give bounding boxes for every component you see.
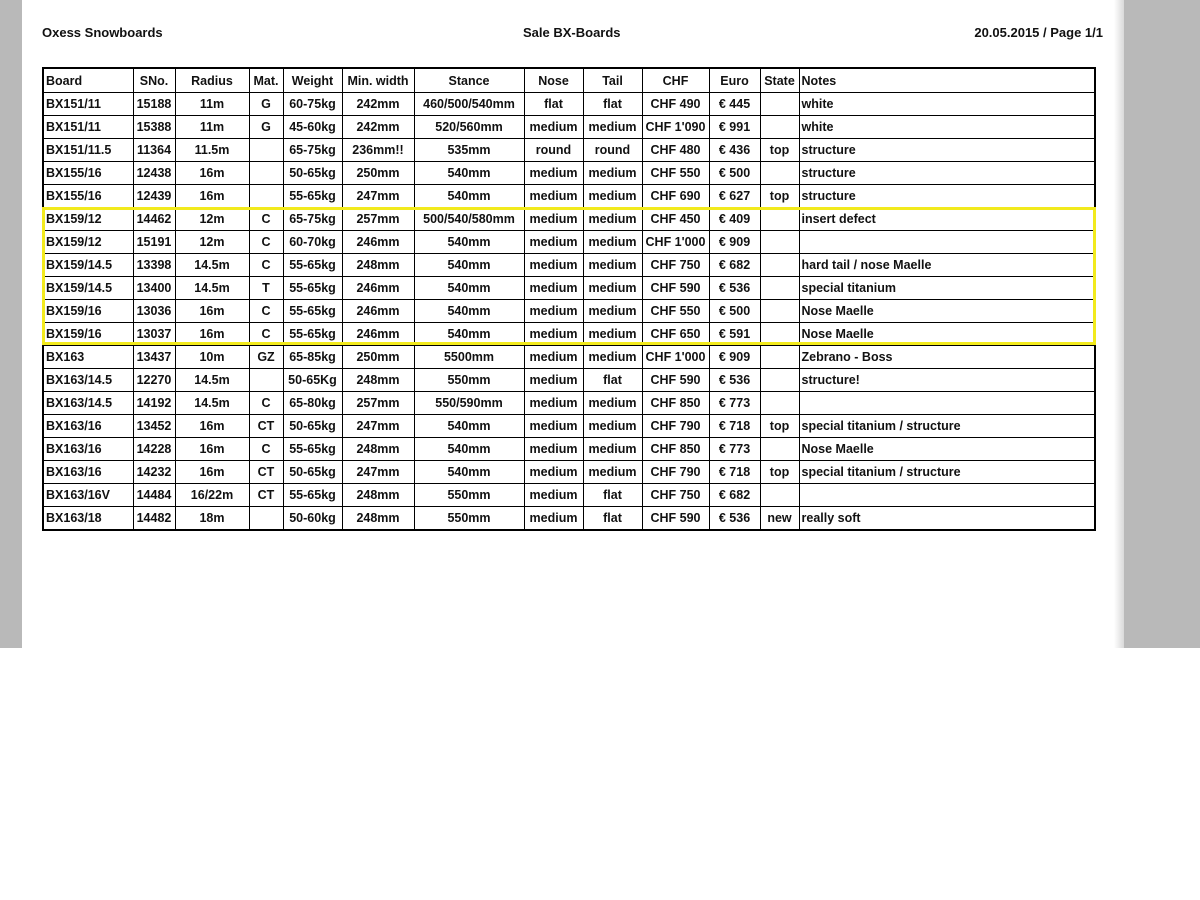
- cell-sno: 14228: [133, 438, 175, 461]
- cell-state: [760, 392, 799, 415]
- cell-radius: 16m: [175, 415, 249, 438]
- cell-state: [760, 208, 799, 231]
- cell-material: G: [249, 93, 283, 116]
- column-header-euro: Euro: [709, 68, 760, 93]
- cell-weight: 65-75kg: [283, 139, 342, 162]
- cell-sno: 14462: [133, 208, 175, 231]
- cell-notes: [799, 231, 1095, 254]
- cell-euro: € 773: [709, 438, 760, 461]
- cell-euro: € 627: [709, 185, 760, 208]
- cell-material: [249, 507, 283, 531]
- cell-radius: 16m: [175, 461, 249, 484]
- cell-weight: 55-65kg: [283, 323, 342, 346]
- cell-state: top: [760, 461, 799, 484]
- viewer-background-left: [0, 0, 22, 648]
- cell-notes: Zebrano - Boss: [799, 346, 1095, 369]
- cell-euro: € 991: [709, 116, 760, 139]
- table-row: [43, 323, 1095, 346]
- cell-radius: 14.5m: [175, 392, 249, 415]
- cell-material: CT: [249, 484, 283, 507]
- cell-state: [760, 438, 799, 461]
- cell-min-width: 246mm: [342, 231, 414, 254]
- cell-board: BX155/16: [43, 185, 133, 208]
- cell-notes: structure!: [799, 369, 1095, 392]
- cell-board: BX163/18: [43, 507, 133, 531]
- cell-chf: CHF 1'090: [642, 116, 709, 139]
- column-header-notes: Notes: [799, 68, 1095, 93]
- cell-euro: € 409: [709, 208, 760, 231]
- cell-tail: medium: [583, 116, 642, 139]
- cell-board: BX159/14.5: [43, 277, 133, 300]
- cell-euro: € 718: [709, 461, 760, 484]
- cell-euro: € 718: [709, 415, 760, 438]
- cell-board: BX159/12: [43, 208, 133, 231]
- cell-stance: 540mm: [414, 231, 524, 254]
- cell-weight: 45-60kg: [283, 116, 342, 139]
- cell-chf: CHF 480: [642, 139, 709, 162]
- cell-nose: medium: [524, 231, 583, 254]
- table-header-row: [43, 68, 1095, 93]
- cell-tail: medium: [583, 300, 642, 323]
- cell-euro: € 682: [709, 254, 760, 277]
- cell-min-width: 247mm: [342, 415, 414, 438]
- column-header-tail: Tail: [583, 68, 642, 93]
- cell-nose: round: [524, 139, 583, 162]
- cell-chf: CHF 1'000: [642, 346, 709, 369]
- cell-chf: CHF 650: [642, 323, 709, 346]
- document-title: Sale BX-Boards: [523, 25, 621, 40]
- cell-notes: [799, 484, 1095, 507]
- cell-weight: 55-65kg: [283, 300, 342, 323]
- cell-board: BX159/14.5: [43, 254, 133, 277]
- cell-nose: medium: [524, 369, 583, 392]
- cell-notes: really soft: [799, 507, 1095, 531]
- table-row: [43, 139, 1095, 162]
- cell-min-width: 246mm: [342, 300, 414, 323]
- cell-chf: CHF 590: [642, 277, 709, 300]
- cell-nose: medium: [524, 438, 583, 461]
- cell-board: BX163/16: [43, 415, 133, 438]
- cell-min-width: 236mm!!: [342, 139, 414, 162]
- column-header-board: Board: [43, 68, 133, 93]
- cell-material: CT: [249, 415, 283, 438]
- cell-sno: 11364: [133, 139, 175, 162]
- cell-sno: 13398: [133, 254, 175, 277]
- table-body: [43, 93, 1095, 531]
- cell-state: top: [760, 185, 799, 208]
- cell-radius: 12m: [175, 208, 249, 231]
- cell-radius: 16/22m: [175, 484, 249, 507]
- cell-board: BX151/11: [43, 93, 133, 116]
- cell-tail: medium: [583, 438, 642, 461]
- cell-notes: structure: [799, 185, 1095, 208]
- cell-state: [760, 231, 799, 254]
- cell-nose: medium: [524, 116, 583, 139]
- cell-notes: white: [799, 116, 1095, 139]
- cell-state: top: [760, 139, 799, 162]
- cell-weight: 60-70kg: [283, 231, 342, 254]
- cell-state: [760, 346, 799, 369]
- cell-tail: flat: [583, 484, 642, 507]
- cell-weight: 65-85kg: [283, 346, 342, 369]
- cell-material: [249, 162, 283, 185]
- cell-nose: medium: [524, 323, 583, 346]
- cell-tail: flat: [583, 93, 642, 116]
- cell-stance: 550mm: [414, 507, 524, 531]
- cell-chf: CHF 550: [642, 162, 709, 185]
- cell-material: GZ: [249, 346, 283, 369]
- cell-material: C: [249, 254, 283, 277]
- cell-radius: 16m: [175, 323, 249, 346]
- cell-sno: 12270: [133, 369, 175, 392]
- table-row: [43, 185, 1095, 208]
- cell-stance: 550mm: [414, 369, 524, 392]
- table-row: [43, 254, 1095, 277]
- cell-min-width: 257mm: [342, 208, 414, 231]
- cell-state: new: [760, 507, 799, 531]
- cell-euro: € 909: [709, 346, 760, 369]
- cell-chf: CHF 550: [642, 300, 709, 323]
- cell-material: C: [249, 323, 283, 346]
- column-header-state: State: [760, 68, 799, 93]
- cell-board: BX159/16: [43, 300, 133, 323]
- cell-min-width: 248mm: [342, 507, 414, 531]
- cell-material: C: [249, 392, 283, 415]
- cell-min-width: 250mm: [342, 162, 414, 185]
- cell-tail: medium: [583, 208, 642, 231]
- cell-stance: 550/590mm: [414, 392, 524, 415]
- cell-radius: 16m: [175, 438, 249, 461]
- cell-euro: € 500: [709, 162, 760, 185]
- cell-material: C: [249, 300, 283, 323]
- cell-euro: € 536: [709, 369, 760, 392]
- cell-chf: CHF 790: [642, 415, 709, 438]
- date-and-page: 20.05.2015 / Page 1/1: [974, 25, 1103, 40]
- cell-nose: flat: [524, 93, 583, 116]
- cell-board: BX163/16: [43, 461, 133, 484]
- cell-nose: medium: [524, 208, 583, 231]
- cell-notes: Nose Maelle: [799, 323, 1095, 346]
- cell-sno: 14482: [133, 507, 175, 531]
- cell-euro: € 536: [709, 507, 760, 531]
- column-header-min-width: Min. width: [342, 68, 414, 93]
- cell-material: T: [249, 277, 283, 300]
- table-row: [43, 346, 1095, 369]
- cell-chf: CHF 690: [642, 185, 709, 208]
- cell-notes: structure: [799, 162, 1095, 185]
- cell-nose: medium: [524, 277, 583, 300]
- cell-stance: 540mm: [414, 415, 524, 438]
- cell-sno: 15388: [133, 116, 175, 139]
- cell-weight: 65-80kg: [283, 392, 342, 415]
- cell-notes: special titanium / structure: [799, 415, 1095, 438]
- table-row: [43, 484, 1095, 507]
- cell-material: C: [249, 438, 283, 461]
- table-row: [43, 300, 1095, 323]
- cell-euro: € 536: [709, 277, 760, 300]
- cell-chf: CHF 750: [642, 484, 709, 507]
- column-header-material: Mat.: [249, 68, 283, 93]
- cell-radius: 10m: [175, 346, 249, 369]
- cell-board: BX163/16V: [43, 484, 133, 507]
- cell-tail: medium: [583, 231, 642, 254]
- cell-weight: 55-65kg: [283, 277, 342, 300]
- cell-radius: 16m: [175, 162, 249, 185]
- cell-tail: medium: [583, 346, 642, 369]
- cell-stance: 460/500/540mm: [414, 93, 524, 116]
- cell-euro: € 773: [709, 392, 760, 415]
- cell-notes: hard tail / nose Maelle: [799, 254, 1095, 277]
- cell-notes: special titanium: [799, 277, 1095, 300]
- sale-boards-table: [42, 67, 1096, 531]
- company-name: Oxess Snowboards: [42, 25, 163, 40]
- cell-nose: medium: [524, 346, 583, 369]
- cell-weight: 50-65kg: [283, 415, 342, 438]
- cell-state: [760, 116, 799, 139]
- cell-state: [760, 369, 799, 392]
- cell-stance: 540mm: [414, 162, 524, 185]
- cell-tail: medium: [583, 461, 642, 484]
- cell-tail: medium: [583, 415, 642, 438]
- cell-radius: 14.5m: [175, 277, 249, 300]
- cell-stance: 540mm: [414, 300, 524, 323]
- table-row: [43, 461, 1095, 484]
- cell-sno: 12438: [133, 162, 175, 185]
- cell-material: G: [249, 116, 283, 139]
- cell-sno: 15188: [133, 93, 175, 116]
- cell-radius: 11m: [175, 93, 249, 116]
- cell-weight: 55-65kg: [283, 185, 342, 208]
- column-header-stance: Stance: [414, 68, 524, 93]
- cell-state: [760, 93, 799, 116]
- cell-stance: 540mm: [414, 185, 524, 208]
- table-row: [43, 415, 1095, 438]
- cell-material: C: [249, 208, 283, 231]
- cell-material: [249, 185, 283, 208]
- cell-stance: 540mm: [414, 323, 524, 346]
- column-header-radius: Radius: [175, 68, 249, 93]
- cell-tail: medium: [583, 323, 642, 346]
- cell-material: [249, 369, 283, 392]
- cell-tail: flat: [583, 507, 642, 531]
- cell-nose: medium: [524, 484, 583, 507]
- table-row: [43, 392, 1095, 415]
- cell-board: BX159/16: [43, 323, 133, 346]
- cell-euro: € 436: [709, 139, 760, 162]
- cell-euro: € 591: [709, 323, 760, 346]
- table-row: [43, 507, 1095, 531]
- cell-material: [249, 139, 283, 162]
- cell-tail: medium: [583, 254, 642, 277]
- cell-chf: CHF 490: [642, 93, 709, 116]
- cell-nose: medium: [524, 162, 583, 185]
- cell-chf: CHF 790: [642, 461, 709, 484]
- cell-material: CT: [249, 461, 283, 484]
- cell-weight: 50-65Kg: [283, 369, 342, 392]
- column-header-nose: Nose: [524, 68, 583, 93]
- cell-nose: medium: [524, 300, 583, 323]
- cell-chf: CHF 450: [642, 208, 709, 231]
- cell-weight: 50-65kg: [283, 162, 342, 185]
- cell-chf: CHF 590: [642, 507, 709, 531]
- cell-state: [760, 323, 799, 346]
- cell-min-width: 246mm: [342, 323, 414, 346]
- cell-min-width: 248mm: [342, 254, 414, 277]
- cell-min-width: 257mm: [342, 392, 414, 415]
- cell-min-width: 242mm: [342, 116, 414, 139]
- cell-sno: 13036: [133, 300, 175, 323]
- table-row: [43, 208, 1095, 231]
- cell-min-width: 248mm: [342, 369, 414, 392]
- column-header-weight: Weight: [283, 68, 342, 93]
- cell-nose: medium: [524, 392, 583, 415]
- cell-stance: 5500mm: [414, 346, 524, 369]
- cell-sno: 13400: [133, 277, 175, 300]
- cell-stance: 540mm: [414, 438, 524, 461]
- table-row: [43, 162, 1095, 185]
- cell-radius: 11m: [175, 116, 249, 139]
- viewer-background-right: [1124, 0, 1200, 648]
- cell-euro: € 445: [709, 93, 760, 116]
- table-row: [43, 116, 1095, 139]
- cell-min-width: 248mm: [342, 438, 414, 461]
- cell-state: top: [760, 415, 799, 438]
- cell-stance: 500/540/580mm: [414, 208, 524, 231]
- column-header-sno: SNo.: [133, 68, 175, 93]
- cell-min-width: 247mm: [342, 461, 414, 484]
- cell-chf: CHF 590: [642, 369, 709, 392]
- cell-weight: 55-65kg: [283, 484, 342, 507]
- cell-radius: 14.5m: [175, 369, 249, 392]
- cell-material: C: [249, 231, 283, 254]
- cell-state: [760, 162, 799, 185]
- table-row: [43, 438, 1095, 461]
- cell-nose: medium: [524, 254, 583, 277]
- cell-notes: white: [799, 93, 1095, 116]
- cell-board: BX151/11.5: [43, 139, 133, 162]
- cell-tail: medium: [583, 162, 642, 185]
- cell-notes: insert defect: [799, 208, 1095, 231]
- cell-tail: medium: [583, 277, 642, 300]
- cell-sno: 12439: [133, 185, 175, 208]
- cell-state: [760, 254, 799, 277]
- cell-sno: 14232: [133, 461, 175, 484]
- cell-euro: € 682: [709, 484, 760, 507]
- cell-sno: 14484: [133, 484, 175, 507]
- cell-board: BX163/14.5: [43, 369, 133, 392]
- cell-tail: medium: [583, 185, 642, 208]
- cell-stance: 535mm: [414, 139, 524, 162]
- cell-notes: Nose Maelle: [799, 438, 1095, 461]
- cell-sno: 15191: [133, 231, 175, 254]
- cell-state: [760, 484, 799, 507]
- cell-board: BX151/11: [43, 116, 133, 139]
- cell-radius: 16m: [175, 300, 249, 323]
- cell-chf: CHF 750: [642, 254, 709, 277]
- cell-state: [760, 277, 799, 300]
- cell-stance: 540mm: [414, 461, 524, 484]
- cell-radius: 16m: [175, 185, 249, 208]
- cell-state: [760, 300, 799, 323]
- cell-min-width: 242mm: [342, 93, 414, 116]
- cell-tail: medium: [583, 392, 642, 415]
- cell-stance: 540mm: [414, 277, 524, 300]
- cell-nose: medium: [524, 415, 583, 438]
- cell-radius: 18m: [175, 507, 249, 531]
- cell-chf: CHF 1'000: [642, 231, 709, 254]
- cell-sno: 14192: [133, 392, 175, 415]
- cell-sno: 13037: [133, 323, 175, 346]
- cell-weight: 55-65kg: [283, 254, 342, 277]
- cell-radius: 12m: [175, 231, 249, 254]
- cell-board: BX159/12: [43, 231, 133, 254]
- cell-tail: round: [583, 139, 642, 162]
- table-row: [43, 369, 1095, 392]
- column-header-chf: CHF: [642, 68, 709, 93]
- cell-tail: flat: [583, 369, 642, 392]
- cell-min-width: 246mm: [342, 277, 414, 300]
- cell-weight: 60-75kg: [283, 93, 342, 116]
- cell-weight: 65-75kg: [283, 208, 342, 231]
- cell-stance: 520/560mm: [414, 116, 524, 139]
- cell-notes: Nose Maelle: [799, 300, 1095, 323]
- cell-min-width: 250mm: [342, 346, 414, 369]
- cell-weight: 55-65kg: [283, 438, 342, 461]
- table-row: [43, 231, 1095, 254]
- cell-radius: 14.5m: [175, 254, 249, 277]
- cell-nose: medium: [524, 461, 583, 484]
- cell-stance: 540mm: [414, 254, 524, 277]
- cell-min-width: 247mm: [342, 185, 414, 208]
- table-row: [43, 93, 1095, 116]
- cell-weight: 50-65kg: [283, 461, 342, 484]
- cell-radius: 11.5m: [175, 139, 249, 162]
- cell-board: BX163/14.5: [43, 392, 133, 415]
- cell-sno: 13437: [133, 346, 175, 369]
- cell-weight: 50-60kg: [283, 507, 342, 531]
- cell-chf: CHF 850: [642, 392, 709, 415]
- cell-board: BX163/16: [43, 438, 133, 461]
- cell-nose: medium: [524, 507, 583, 531]
- cell-stance: 550mm: [414, 484, 524, 507]
- cell-board: BX155/16: [43, 162, 133, 185]
- table-row: [43, 277, 1095, 300]
- cell-nose: medium: [524, 185, 583, 208]
- page-shadow: [1114, 0, 1124, 648]
- cell-notes: structure: [799, 139, 1095, 162]
- cell-board: BX163: [43, 346, 133, 369]
- cell-euro: € 500: [709, 300, 760, 323]
- cell-min-width: 248mm: [342, 484, 414, 507]
- cell-chf: CHF 850: [642, 438, 709, 461]
- cell-notes: special titanium / structure: [799, 461, 1095, 484]
- cell-notes: [799, 392, 1095, 415]
- cell-euro: € 909: [709, 231, 760, 254]
- cell-sno: 13452: [133, 415, 175, 438]
